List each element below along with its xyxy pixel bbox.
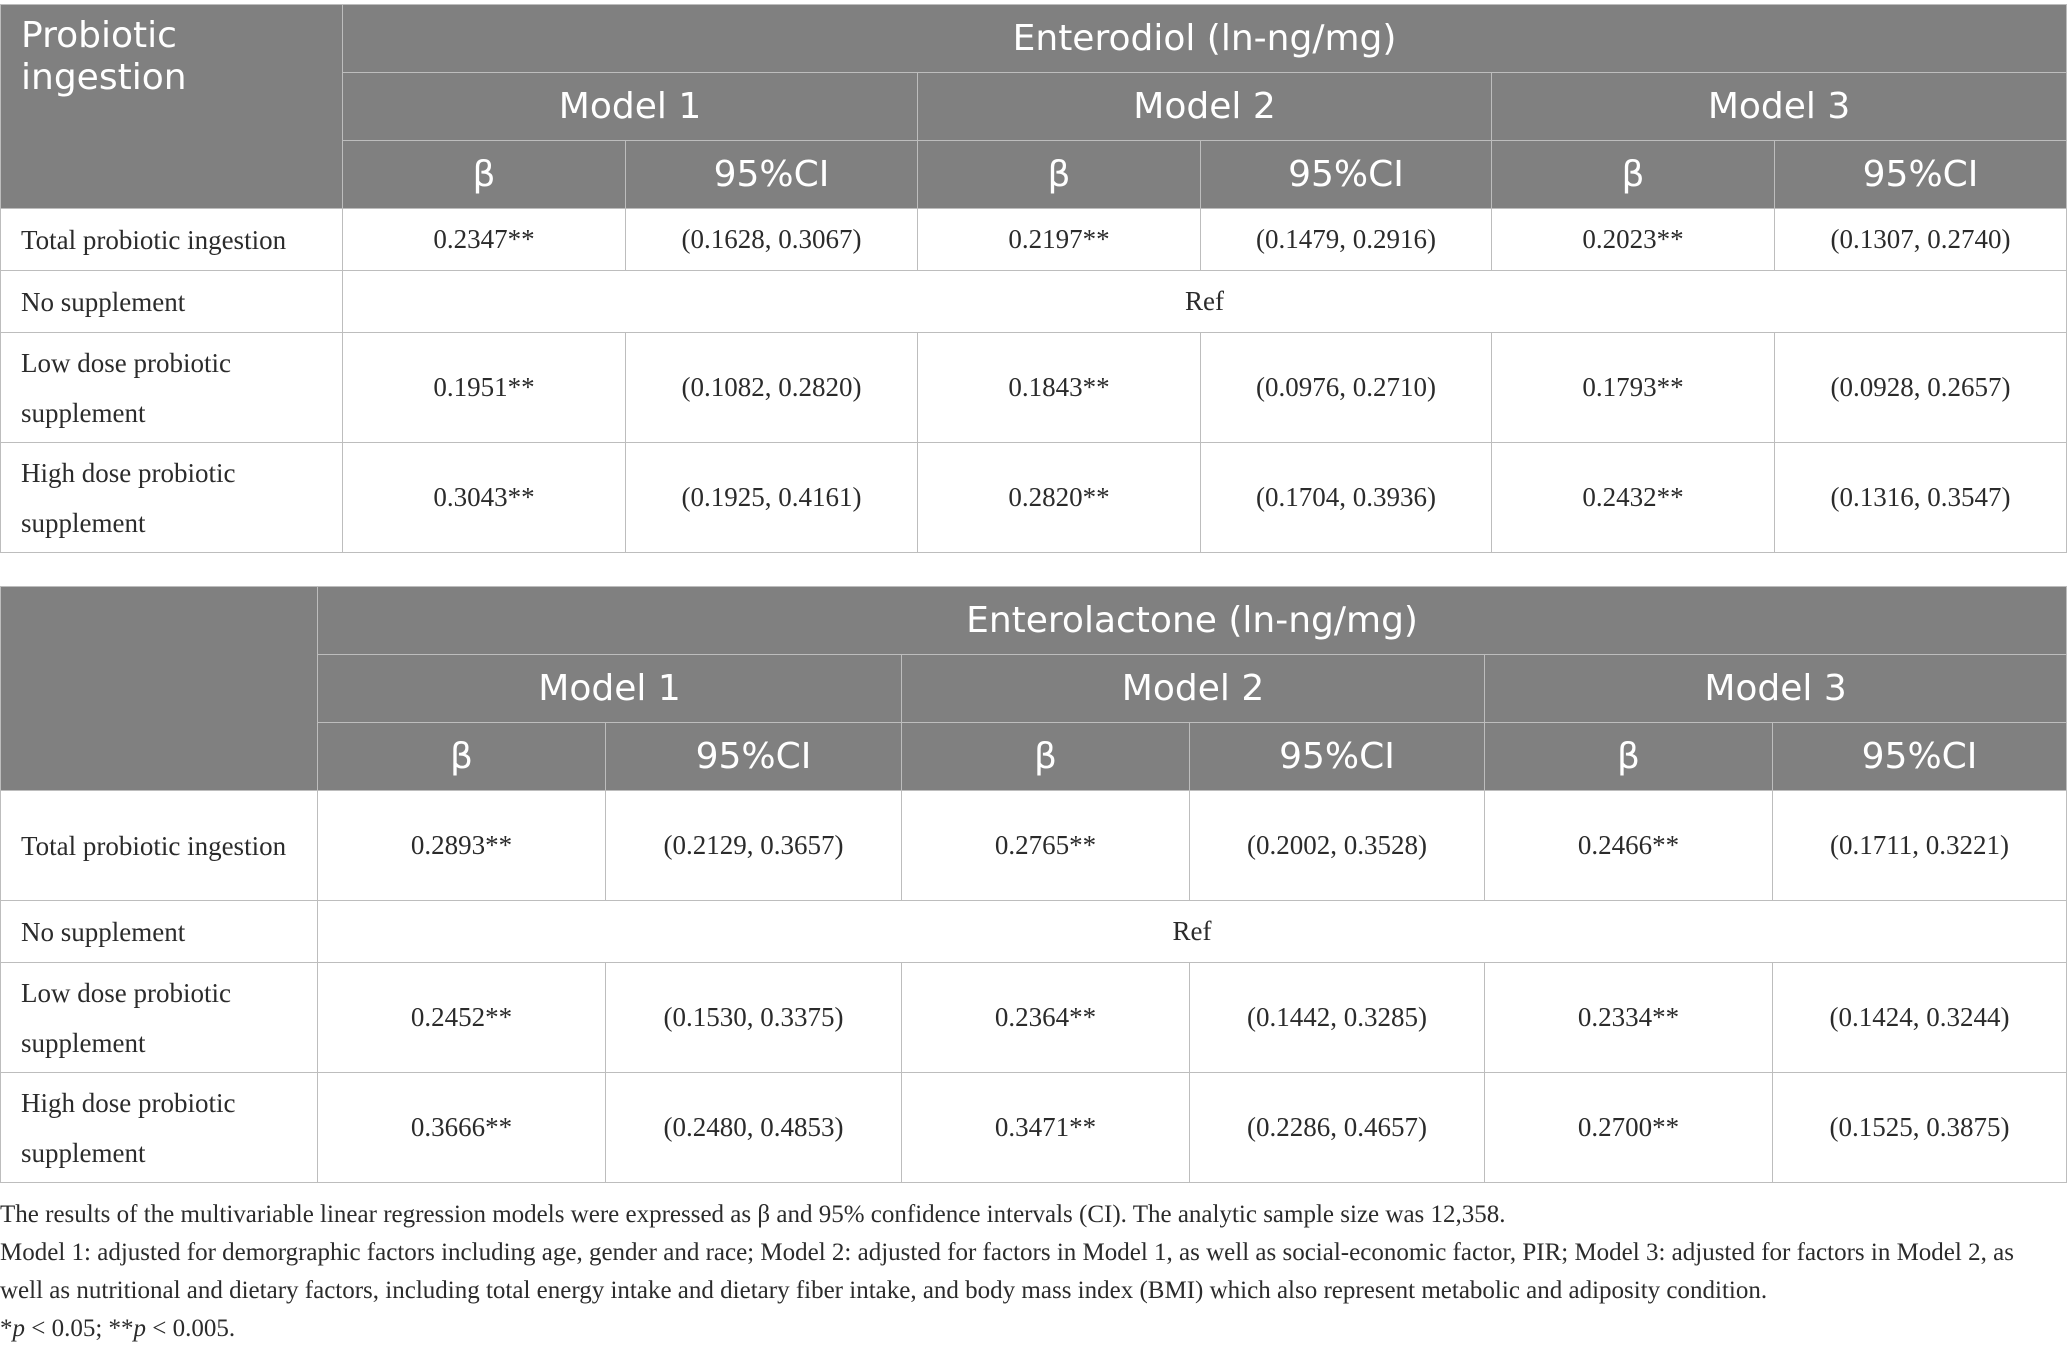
beta-value: 0.1793** [1492, 333, 1775, 443]
ci-header: 95%CI [1773, 723, 2067, 791]
ci-value: (0.0976, 0.2710) [1201, 333, 1492, 443]
table-row [1, 901, 2067, 963]
enterodiol-table [0, 4, 2067, 553]
beta-header: β [1485, 723, 1773, 791]
ci-value: (0.1479, 0.2916) [1201, 209, 1492, 271]
ci-header: 95%CI [1190, 723, 1485, 791]
table-row [1, 209, 2067, 271]
beta-value: 0.1843** [918, 333, 1201, 443]
table-row [1, 791, 2067, 901]
beta-header: β [902, 723, 1190, 791]
model-header: Model 2 [902, 655, 1485, 723]
beta-value: 0.3471** [902, 1073, 1190, 1183]
row-header-corner-empty [1, 587, 318, 791]
ci-value: (0.1530, 0.3375) [606, 963, 902, 1073]
beta-header: β [343, 141, 626, 209]
row-label: High dose probiotic supplement [1, 1073, 318, 1183]
model-header: Model 3 [1485, 655, 2067, 723]
table-row [1, 963, 2067, 1073]
beta-value: 0.2466** [1485, 791, 1773, 901]
beta-value: 0.2820** [918, 443, 1201, 553]
beta-header: β [318, 723, 606, 791]
ci-header: 95%CI [1201, 141, 1492, 209]
row-header-corner: Probiotic ingestion [1, 5, 343, 209]
beta-value: 0.2452** [318, 963, 606, 1073]
beta-value: 0.2893** [318, 791, 606, 901]
row-label: High dose probiotic supplement [1, 443, 343, 553]
ci-value: (0.2129, 0.3657) [606, 791, 902, 901]
beta-value: 0.2197** [918, 209, 1201, 271]
model-header: Model 2 [918, 73, 1492, 141]
table-row [1, 333, 2067, 443]
ci-value: (0.2002, 0.3528) [1190, 791, 1485, 901]
ci-header: 95%CI [1775, 141, 2067, 209]
table-row [1, 1073, 2067, 1183]
row-label: Total probiotic ingestion [1, 209, 343, 271]
ci-value: (0.1316, 0.3547) [1775, 443, 2067, 553]
table-title: Enterolactone (ln-ng/mg) [318, 587, 2067, 655]
beta-header: β [1492, 141, 1775, 209]
model-header: Model 3 [1492, 73, 2067, 141]
ref-cell: Ref [318, 901, 2067, 963]
beta-value: 0.3043** [343, 443, 626, 553]
footnote-sample: The results of the multivariable linear regression models were expressed as β and 95% confidence intervals (CI). The analytic sample size was 12,358. [0, 1201, 1506, 1228]
beta-header: β [918, 141, 1201, 209]
ci-value: (0.1628, 0.3067) [626, 209, 918, 271]
ci-value: (0.1925, 0.4161) [626, 443, 918, 553]
ci-value: (0.1711, 0.3221) [1773, 791, 2067, 901]
ci-value: (0.1082, 0.2820) [626, 333, 918, 443]
ci-value: (0.1525, 0.3875) [1773, 1073, 2067, 1183]
footnote-models: Model 1: adjusted for demorgraphic factors including age, gender and race; Model 2: adjusted for factors in Model 1, as well as social-economic factor, PIR; Model 3: adjusted for factors in Model 2, as well as nutritional and dietary factors, including total energy intake and dietary fiber intake, and body mass index (BMI) which also represent metabolic and adiposity condition. [0, 1239, 2014, 1304]
beta-value: 0.2023** [1492, 209, 1775, 271]
beta-value: 0.2364** [902, 963, 1190, 1073]
model-header: Model 1 [343, 73, 918, 141]
ref-cell: Ref [343, 271, 2067, 333]
beta-value: 0.3666** [318, 1073, 606, 1183]
beta-value: 0.2765** [902, 791, 1190, 901]
row-label: No supplement [1, 901, 318, 963]
beta-value: 0.2334** [1485, 963, 1773, 1073]
ci-header: 95%CI [626, 141, 918, 209]
ci-header: 95%CI [606, 723, 902, 791]
table-footnotes [0, 1196, 2060, 1348]
ci-value: (0.1704, 0.3936) [1201, 443, 1492, 553]
beta-value: 0.1951** [343, 333, 626, 443]
ci-value: (0.1424, 0.3244) [1773, 963, 2067, 1073]
ci-value: (0.1442, 0.3285) [1190, 963, 1485, 1073]
beta-value: 0.2347** [343, 209, 626, 271]
ci-value: (0.2286, 0.4657) [1190, 1073, 1485, 1183]
table-row [1, 443, 2067, 553]
model-header: Model 1 [318, 655, 902, 723]
row-label: No supplement [1, 271, 343, 333]
ci-value: (0.0928, 0.2657) [1775, 333, 2067, 443]
row-label: Low dose probiotic supplement [1, 333, 343, 443]
beta-value: 0.2432** [1492, 443, 1775, 553]
beta-value: 0.2700** [1485, 1073, 1773, 1183]
table-title: Enterodiol (ln-ng/mg) [343, 5, 2067, 73]
row-label: Total probiotic ingestion [1, 791, 318, 901]
row-label: Low dose probiotic supplement [1, 963, 318, 1073]
ci-value: (0.2480, 0.4853) [606, 1073, 902, 1183]
enterolactone-table [0, 586, 2067, 1183]
table-row [1, 271, 2067, 333]
footnote-significance: *p < 0.05; **p < 0.005. [0, 1315, 236, 1342]
ci-value: (0.1307, 0.2740) [1775, 209, 2067, 271]
